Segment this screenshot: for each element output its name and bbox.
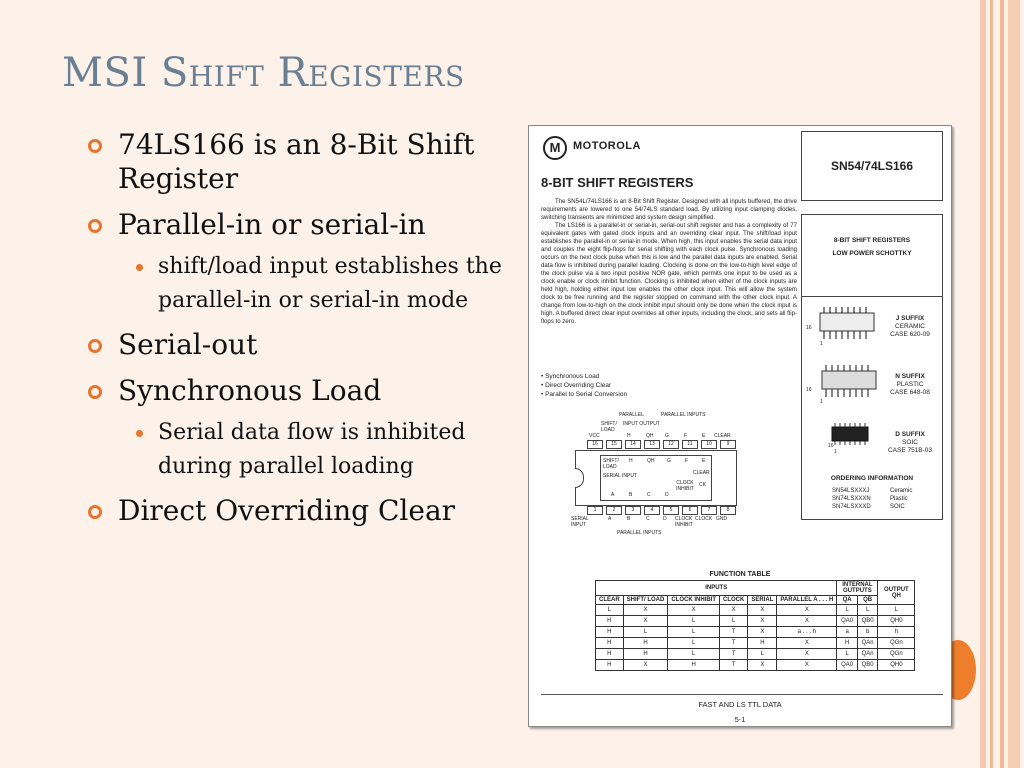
table-cell: QGn [878,638,915,649]
bullet-item: Synchronous Load [88,374,528,408]
table-cell: L [668,649,720,660]
table-cell: QH0 [878,616,915,627]
table-cell: QGn [878,649,915,660]
bullet-marker-icon [88,219,102,233]
table-row [596,660,915,671]
ic-inner-block: SHIFT/ LOAD H QH G F E SERIAL INPUT CLEAR CLOCK INHIBIT CK A B C D [600,455,712,501]
table-cell: QH0 [878,660,915,671]
table-cell: H [596,627,624,638]
bullet-marker-icon [88,385,102,399]
ordering-list: SN54LSXXXJ Ceramic SN74LSXXXN Plastic SN74LSXXXD SOIC [832,488,913,510]
package-label-n: N SUFFIX PLASTIC CASE 648-08 [890,373,930,396]
table-cell: QB0 [857,660,878,671]
sub-bullet-marker-icon [136,264,143,271]
table-cell: X [668,605,720,616]
package-label-d: D SUFFIX SOIC CASE 751B-03 [887,431,933,454]
table-cell: L [837,649,858,660]
table-cell: X [777,660,837,671]
footer-text: FAST AND LS TTL DATA [698,700,782,709]
datasheet-image [528,125,952,727]
table-cell: L [668,638,720,649]
bullet-marker-icon [88,139,102,153]
description-box: 8-BIT SHIFT REGISTERS LOW POWER SCHOTTKY [801,214,943,304]
function-table: INPUTS INTERNAL OUTPUTS OUTPUT QH CLEAR SHIFT/ LOAD CLOCK INHIBIT CLOCK SERIAL PARALLEL A . . . H QA QB L X X X X X L L L H X L L X X QA0 QB0 QH0 H L L T X a . . . h a b h H H L T H X H QAn QGn H H L T L X L QAn QGn H X H T X X QA0 QB0 QH0 [595,580,915,671]
sub-bullet-item: Serial data flow is inhibited during parallel loading [88,416,528,484]
page-number: 5-1 [734,715,746,724]
table-cell: QB0 [857,616,878,627]
decor-stripe [990,0,993,768]
table-cell: h [878,627,915,638]
table-cell: X [623,616,668,627]
table-row [596,638,915,649]
sub-bullet-marker-icon [136,430,143,437]
pinout-diagram: PARALLEL PARALLEL INPUTS SHIFT/ LOAD INPUT OUTPUT VCC H QH G F E CLEAR 16 15 14 13 12 11 10 9 SHIFT/ LOAD H QH G F E SERIAL INPUT CLEAR CLOCK INHIBIT CK A B C D 1 2 3 4 5 6 7 8 SERIAL INPUT A B C D CLOCK INHIBIT CLOCK GND PARALLEL INPUTS [571,412,741,542]
table-cell: L [748,649,777,660]
table-cell: X [748,605,777,616]
table-cell: QA0 [837,616,858,627]
bullet-item: Parallel-in or serial-in [88,208,528,242]
table-cell: b [857,627,878,638]
slide-title: MSI Shift Registers [62,50,465,96]
table-cell: QAn [857,649,878,660]
table-cell: X [777,605,837,616]
function-table-title: FUNCTION TABLE [709,571,771,578]
dip-ceramic-icon [820,307,874,339]
table-cell: X [777,649,837,660]
decor-stripe [980,0,986,768]
table-cell: X [748,660,777,671]
brand-name: MOTOROLA [573,140,641,152]
motorola-logo-icon: M [543,136,567,160]
table-cell: a . . . h [777,627,837,638]
table-cell: H [748,638,777,649]
table-row [596,605,915,616]
table-cell: a [837,627,858,638]
table-cell: T [720,638,748,649]
table-row [596,649,915,660]
table-cell: L [837,605,858,616]
package-box: 16 1 16 1 16 1 J SUFFIX CERAMIC CASE 620-09 N SUFFIX PLASTIC CASE 648-08 D SUFFIX SOIC CASE 751B-03 ORDERING INFORMATION SN54LSXXXJ Ceramic SN74LSXXXN Plastic SN74LSXXXD SOIC [801,296,943,520]
decor-stripe [1000,0,1004,768]
table-cell: H [596,660,624,671]
table-cell: H [623,649,668,660]
table-cell: H [623,638,668,649]
table-cell: X [748,616,777,627]
soic-icon [832,423,868,445]
table-cell: T [720,627,748,638]
table-cell: L [720,616,748,627]
decor-stripe [1008,0,1020,768]
function-table-body [596,605,915,671]
table-cell: QAn [857,638,878,649]
part-number-box: SN54/74LS166 [801,131,943,201]
table-cell: L [857,605,878,616]
table-cell: L [878,605,915,616]
table-cell: H [668,660,720,671]
table-cell: L [668,627,720,638]
table-cell: QA0 [837,660,858,671]
footer-divider [541,694,943,695]
datasheet-heading: 8-BIT SHIFT REGISTERS [541,175,694,190]
table-cell: L [668,616,720,627]
table-cell: L [596,605,624,616]
ordering-title: ORDERING INFORMATION [830,475,914,482]
table-row [596,616,915,627]
feature-list: • Synchronous Load • Direct Overriding Clear • Parallel to Serial Conversion [541,372,627,399]
sub-bullet-item: shift/load input establishes the parallel-in or serial-in mode [88,250,528,318]
bullet-marker-icon [88,339,102,353]
table-cell: X [777,638,837,649]
ic-body [575,450,737,506]
bullet-list [88,128,528,540]
table-cell: T [720,649,748,660]
table-row [596,627,915,638]
datasheet-description: The SN54L/74LS166 is an 8-Bit Shift Register. Designed with all inputs buffered, the drive requirements are lowered to one 54/74LS standard load. By utilizing input clamping diodes, switching transients are minimized and system design simplified. The LS166 is a parallel-in or serial-in, serial-out shift register and has a complexity of 77 equivalent gates with gated clock inputs and an overriding clear input. The shift/load input establishes the parallel-in or serial-in mode. When high, this input enables the serial data input and couples the eight flip-flops for serial shifting with each clock pulse. Synchronous loading occurs on the next clock pulse when this is low and the parallel data inputs are enabled. Serial data flow is inhibited during parallel loading. Clocking is done on the low-to-high level edge of the clock pulse via a two input positive NOR gate, which permits one input to be used as a clock enable or clock inhibit function. Clocking is inhibited when either of the clock inputs are held high, holding either input low enables the other clock input. This will allow the system clock to be free running and the register stopped on command with the other clock input. A change from low-to-high on the clock inhibit input should only be done when the clock input is high. A buffered direct clear input overrides all other inputs, including the clock, and sets all flip-flops to zero. [541,198,797,325]
bullet-item: Serial-out [88,328,528,362]
table-cell: H [596,649,624,660]
table-cell: X [777,616,837,627]
table-cell: X [623,605,668,616]
top-pin-row: 16 15 14 13 12 11 10 9 [587,440,737,448]
bullet-item: Direct Overriding Clear [88,494,528,528]
table-cell: X [720,605,748,616]
package-label-j: J SUFFIX CERAMIC CASE 620-09 [890,315,930,338]
table-cell: T [720,660,748,671]
bullet-marker-icon [88,505,102,519]
table-cell: X [748,627,777,638]
table-cell: H [596,638,624,649]
bottom-pin-row: 1 2 3 4 5 6 7 8 [587,506,737,514]
table-cell: H [596,616,624,627]
table-cell: X [623,660,668,671]
table-cell: H [837,638,858,649]
dip-plastic-icon [822,365,876,397]
bullet-item: 74LS166 is an 8-Bit Shift Register [88,128,528,196]
table-cell: L [623,627,668,638]
